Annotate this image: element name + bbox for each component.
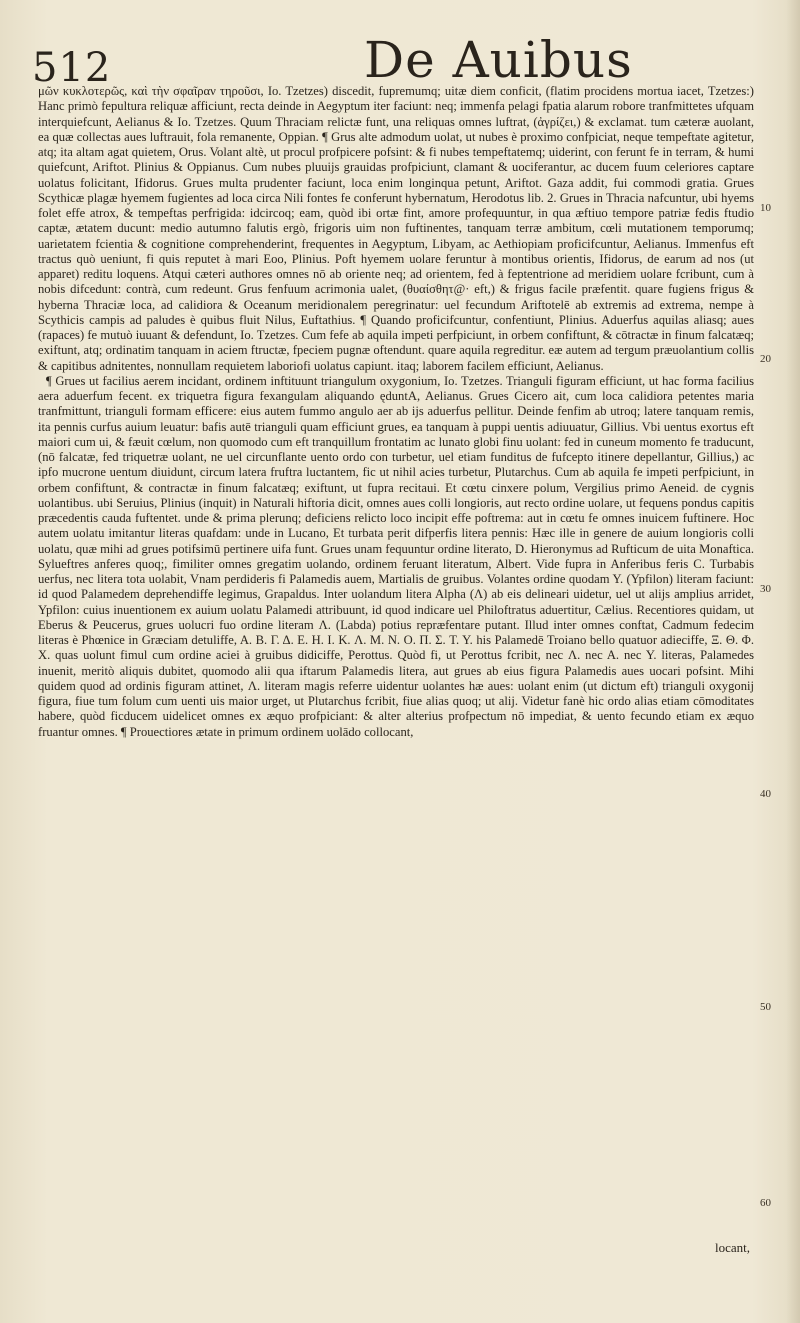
margin-line-number: 30: [760, 583, 771, 595]
running-title: De Auibus: [364, 31, 633, 89]
page-number: 512: [32, 45, 112, 91]
page-edge-shadow: [786, 0, 800, 1323]
margin-line-number: 50: [760, 1001, 771, 1013]
text-paragraph: μῶν κυκλοτερῶς, καὶ τὴν σφαῖραν τηροῦσι, Io. Tzetzes) discedit, fupremumq; uitæ diem conficit, (flatim procidens mortua iacet, Tzetzes:) Hanc primò fepultura reliquæ afficiunt, recta deinde in Aegyptum iter faciunt: neq; immenfa pelagi fpatia alarum robore tranfmittetes ufquam interquiefcunt, Aelianus & Io. Tzetzes. Quum Thraciam relictæ funt, una reliquas omnes luftrat, (ἀγρίζει,) & exclamat. tum cæteræ auolant, ea quæ collectas aues luftrauit, fola remanente, Oppian. ¶ Grus alte admodum uolat, ut nubes è proximo confpiciat, neque tempeftate agitetur, atq; ita altam agat quietem, Orus. Volant altè, ut procul profpicere pofsint: & fi nubes tempeftatemq; uiderint, con ferunt fe in terram, & humi quiefcunt, Ariftot. Plinius & Oppianus. Cum nubes pluuijs grauidas profpiciunt, clamant & uociferantur, ac ducem fuum celeriores captare uolatus folicitant, Ifidorus. Grues multa prudenter faciunt, loca enim longinqua petunt, Ariftot. Gaza addit, fui commodi gratia. Grues Scythicæ plagæ hyemem fugientes ad loca circa Nili fontes fe conferunt hybernatum, Herodotus lib. 2. Grues in Thracia nafcuntur, ubi hyems folet effe atrox, & tempeftas perfrigida: idcircoq; eam, quòd ibi ortæ fint, amore profequuntur, in qua æftiuo tempore patriæ fedis ftudio captæ, ætatem ducunt: medio autumno falutis ergò, frigoris uim non fuftinentes, tanquam terræ ambitum, cœli mutationem temporumq; uarietatem fcientia & cognitione comprehenderint, frequentes in Aegyptum, Libyam, ac Aethiopiam proficifcuntur, Aelianus. Immenfus eft tractus quò ueniunt, fi quis reputet à mari Eoo, Plinius. Poft hyemem uolare feruntur à montibus orientis, Ifidorus, de earum ad nos (ut apparet) reditu loquens. Atqui cæteri authores omnes nō ab oriente neq; ad orientem, fed à feptentrione ad meridiem uolare fcribunt, cum à nobis difcedunt: contrà, cum redeunt. Grus fenfuum acrimonia ualet, (θυαίσθητ@· eft,) & frigus facile præfentit. quare fugiens frigus & hyberna Thraciæ loca, ad calidiora & Oceanum meridionalem peregrinatur: uel fecundum Ariftotelē ab extremis ad extrema, nempe à Scythicis campis ad paludes è quibus fluit Nilus, Euftathius. ¶ Quando proficifcuntur, confentiunt, Plinius. Aduerfus aquilas aliasq; aues (rapaces) fe mutuò iuuant & defendunt, Io. Tzetzes. Cum fefe ab aquila impeti perfpiciunt, in orbem confiftunt, & cōtractæ in finum falcatæq; exiftunt, atq; ordinatim tanquam in aciem ftructæ, fpeciem pugnæ oftendunt. quare aquila regreditur. eæ autem ad tergum præuolantium collis & capitibus adnitentes, nonnullam requietem laboriofi uolatus capiunt. itaq; laborem facilem efficiunt, Aelianus.: [38, 84, 754, 373]
catchword: locant,: [714, 1240, 750, 1255]
margin-line-number: 40: [760, 788, 771, 800]
margin-line-number: 20: [760, 353, 771, 365]
margin-line-number: 60: [760, 1197, 771, 1209]
margin-line-number: 10: [760, 202, 771, 214]
main-text-block: [38, 84, 754, 740]
text-paragraph: ¶ Grues ut facilius aerem incidant, ordinem inftituunt triangulum oxygonium, Io. Tzetzes. Trianguli figuram efficiunt, ut hac forma facilius aera aduerfum fecent. ex triquetra figura fexangulam aliquando ęduntA, Aelianus. Grues Cicero ait, cum loca calidiora petentes maria tranfmittunt, trianguli formam efficere: eius autem fummo angulo aer ab ijs aduerfus pellitur. Deinde fenfim ab utroq; latere tanquam remis, ita pennis curfus auium leuatur: bafis autē trianguli quam efficiunt grues, ea tanquam à puppi uentis adiuuatur, Gillius. Vbi uentus exortus eft maiori cum ui, & fæuit cœlum, non quomodo cum eft tranquillum frontatim ac lunato globi finu uolant: fed in cuneum momento fe traducunt, (nō falcatæ, fed triquetræ uolant, ne uel circunflante uento ordo con turbetur, uel etiam funditus de fufcepto itinere depellantur, Gillius,) ac ipfo mucrone uentum diuidunt, circum latera fruftra luctantem, fic ut nihil acies turbetur, Plutarchus. Cum ab aquila fe impeti perfpiciunt, in orbem confiftunt, & contractæ in finum falcatæq; exiftunt, ut fupra recitaui. Et cœtu cinxere polum, Vergilius primo Aeneid. de cygnis uolantibus. ubi Seruius, Plinius (inquit) in Naturali hiftoria dicit, omnes aues colli longioris, aut recto ordine uolare, ut fequens pondus capitis præcedentis cauda fuftentet. unde & prima plerunq; deficiens relicto loco incipit effe poftrema: aut in cœtu fe omnes inuicem fuftinere. Hoc autem uolatu imitantur literas quafdam: unde in Lucano, Et turbata perit difperfis litera pennis: Hæc ille in genere de auium longioris colli uolatu, quæ mihi ad grues potifsimū pertinere uifa funt. Grues unam fequuntur ordine literato, D. Hieronymus ad Rufticum de uita Monaftica. Sylueftres anferes quoq;, fimiliter omnes gregatim uolando, ordinem feruant literatum, Albert. Vide fupra in Anferibus feris C. Turbabis uerfus, nec litera tota uolabit, Vnam perdideris fi Palamedis auem, Martialis de gruibus. Volantes ordine quodam Y. (Ypfilon) literam faciunt: id quod Palamedem deprehendiffe legimus, Grapaldus. Inter uolandum litera Alpha (Λ) ab eis delineari uidetur, uel ut alijs amplius arridet, Ypfilon: cuius inuentionem ex auium uolatu Palamedi attribuunt, id quod indicare uel Philoftratus aduertitur, Cælius. Recentiores quidam, ut Eberus & Peucerus, grues uolucri fuo ordine literam Λ. (Labda) potius repræfentare putant. Illud inter omnes conftat, Cadmum fedecim literas è Phœnice in Græciam detuliffe, A. B. Γ. Δ. E. H. I. K. Λ. M. N. O. Π. Σ. T. Y. his Palamedē Troiano bello quatuor adieciffe, Ξ. Θ. Φ. X. quas uolunt fimul cum ordine aciei à gruibus didiciffe, Perottus. Quòd fi, ut Perottus fcribit, nec Λ. nec A. nec Y. literas, Palamedes inuenit, meritò aliquis dubitet, quomodo alii qua iftarum Palamedis litera, aut grues ab eius figura Palamedis aues uocari pofsint. Mihi quidem quod ad ordinis figuram attinet, Λ. literam magis referre uidentur uolantes hæ aues: uolant enim (ut dictum eft) trianguli oxygonij figura, fiue tum folum cum uenti uis maior urget, ut Plutarchus fcribit, fiue alias quoq; ut alij. Videtur fanè hic ordo alias etiam cōmoditates habere, quòd ficducem uidelicet omnes ex æquo profpiciant: & alter alterius profpectum nō impediat, & uento fecundo etiam ex æquo fruantur omnes. ¶ Prouectiores ætate in primum ordinem uolādo collocant,: [38, 373, 754, 739]
